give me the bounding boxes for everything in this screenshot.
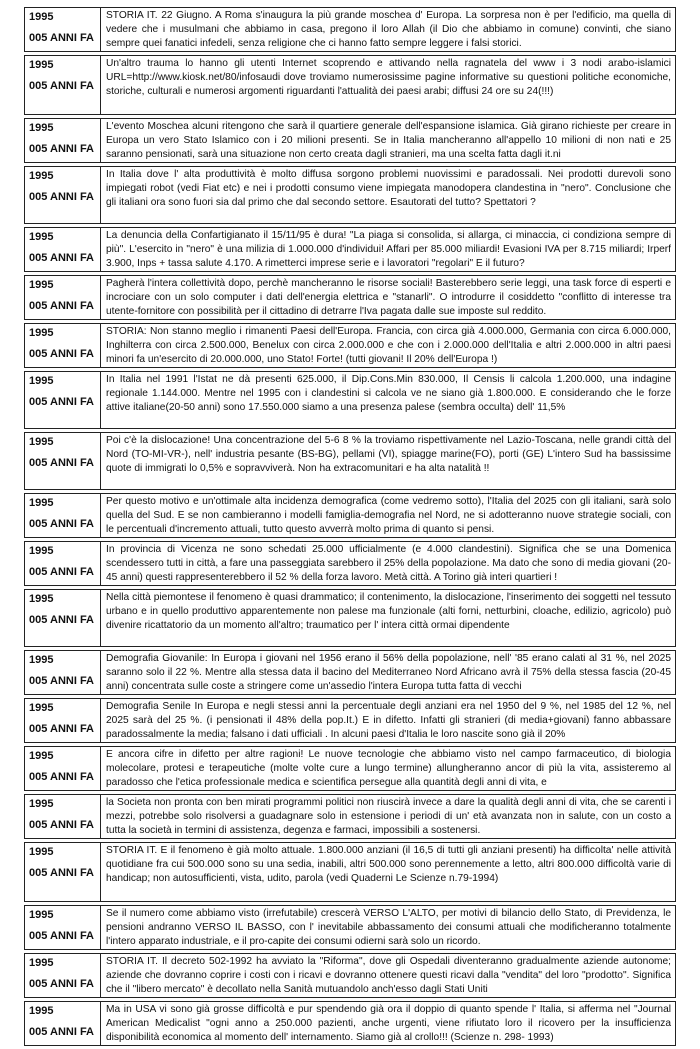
years-ago-label: 005 ANNI FA	[29, 300, 95, 312]
year-cell	[25, 954, 101, 997]
years-ago-label: 005 ANNI FA	[29, 191, 95, 203]
year-cell	[25, 542, 101, 585]
year-cell	[25, 651, 101, 694]
year-cell	[25, 56, 101, 114]
table-row	[24, 698, 676, 743]
years-ago-label: 005 ANNI FA	[29, 396, 95, 408]
entry-text: STORIA IT. Il decreto 502-1992 ha avviato la "Riforma", dove gli Ospedali diventeranno gradualmente aziende autonome; aziende che dovranno coprire i costi con i ricavi e dovranno ottenere questi ricavi dalla "vendita" del loro "prodotto". Significa che il "libero mercato" è decollato nella Sanità mutuandolo anch'esso dagli Stati Uniti	[106, 956, 671, 996]
timeline-table	[24, 7, 676, 1049]
table-row	[24, 493, 676, 538]
years-ago-label: 005 ANNI FA	[29, 675, 95, 687]
year-value: 1995	[29, 497, 54, 509]
years-ago-label: 005 ANNI FA	[29, 348, 95, 360]
year-cell	[25, 228, 101, 271]
entry-text: STORIA IT. E il fenomeno è già molto attuale. 1.800.000 anziani (il 16,5 di tutti gli anziani presenti) ha difficolta' nelle attività quotidiane fra cui 500.000 sono su una sedia, inabili, altri 500.000 sono perennemente a letto, altri 800.000 difficoltà varie di handicap; non autosufficienti, vista, udito, parola (vedi Quaderni Le Scienze n.79-1994)	[106, 845, 671, 885]
entry-text: In Italia dove l' alta produttività è molto diffusa sorgono problemi nuovissimi e paradossali. Nei prodotti durevoli sono impiegati robot (vedi Fiat etc) e nei i prodotti consumo viene impiegata manodopera clandestina in "nero". Conclusione che gli italiani ora sono fuori sia dal primo che dal secondo settore. Esautorati del tutto? Spettatori ?	[106, 169, 671, 209]
year-cell	[25, 433, 101, 489]
year-value: 1995	[29, 846, 54, 858]
entry-text: L'evento Moschea alcuni ritengono che sarà il quartiere generale dell'espansione islamica. Già girano richieste per creare in Europa un vero Stato Islamico con i 20 milioni presenti. Se in Italia mancheranno all'appello 10 milioni di non nati e 25 saranno pensionati, sarà una situazione non certo creata dagli stranieri, ma una scelta fatta dagli it.ni	[106, 121, 671, 161]
year-value: 1995	[29, 11, 54, 23]
table-row	[24, 227, 676, 272]
years-ago-label: 005 ANNI FA	[29, 1026, 95, 1038]
years-ago-label: 005 ANNI FA	[29, 457, 95, 469]
table-row	[24, 905, 676, 950]
year-value: 1995	[29, 170, 54, 182]
years-ago-label: 005 ANNI FA	[29, 819, 95, 831]
entry-text: Demografia Giovanile: In Europa i giovani nel 1956 erano il 56% della popolazione, nell' '85 erano calati al 31 %, nel 2025 saranno solo il 22 %. Mentre alla stessa data il bacino del Mediterraneo Nord Africano avrà il 75% della stessa fascia (20-45 anni) concentrata sulle coste a stringere come un'assedio l'intera Europa tutta fatta di vecchi	[106, 653, 671, 693]
year-cell	[25, 276, 101, 319]
year-value: 1995	[29, 909, 54, 921]
years-ago-label: 005 ANNI FA	[29, 80, 95, 92]
year-cell	[25, 8, 101, 51]
entry-text: Pagherà l'intera collettività dopo, perchè mancheranno le risorse sociali! Basterebbero serie leggi, una task force di esperti e incrociare con un solo computer i dati dell'energia elettrica e "stanarli". O introdurre il cosiddetto "conflitto di interesse tra utente-fornitore con possibilità per il cittadino di detrarre l'Iva pagata dalle sue imposte sul reddito.	[106, 278, 671, 318]
year-value: 1995	[29, 545, 54, 557]
entry-text: STORIA IT. 22 Giugno. A Roma s'inaugura la più grande moschea d' Europa. La sorpresa non è per l'edificio, ma quella di vedere che i musulmani che abbiamo in casa, pregono il loro Allah (il Dio che abbiamo in comune) convinti, che siano sempre quei fanatici infedeli, senza religione che ci hanno fatto sempre leggere i falsi storici.	[106, 10, 671, 50]
year-cell	[25, 119, 101, 162]
year-value: 1995	[29, 798, 54, 810]
year-cell	[25, 494, 101, 537]
table-row	[24, 7, 676, 52]
entry-text: E ancora cifre in difetto per altre ragioni! Le nuove tecnologie che abbiamo visto nel campo farmaceutico, di biologia molecolare, protesi e terapeutiche (molte volte cure a lungo termine) allungheranno ancor di più la vita, assisteremo al paradosso che l'etica professionale medica e scientifica persegue alla quantità degli anni di vita, e	[106, 749, 671, 789]
year-cell	[25, 372, 101, 428]
year-value: 1995	[29, 122, 54, 134]
entry-text: Se il numero come abbiamo visto (irrefutabile) crescerà VERSO L'ALTO, per motivi di bilancio dello Stato, di Previdenza, le pensioni andranno VERSO IL BASSO, con l' inevitabile abbassamento dei consumi attuali che modificheranno totalmente l'intero apparato industriale, e il pro-capite dei consumi odierni sarà solo un ricordo.	[106, 908, 671, 948]
year-value: 1995	[29, 231, 54, 243]
entry-text: Nella città piemontese il fenomeno è quasi drammatico; il contenimento, la dislocazione, l'inserimento dei soggetti nel tessuto urbano e in quello produttivo apparentemente non palese ma funzionale (alti forni, netturbini, cloache, edilizio, agricolo) può divenire ricattatorio da un momento all'altro; traumatico per l' intera città ormai dipendente	[106, 592, 671, 632]
years-ago-label: 005 ANNI FA	[29, 723, 95, 735]
years-ago-label: 005 ANNI FA	[29, 930, 95, 942]
entry-text: Per questo motivo e un'ottimale alta incidenza demografica (come vedremo sotto), l'Italia del 2025 con gli italiani, sarà solo quella del Sud. E se non cambieranno i modelli famiglia-demografia nel Nord, ne si adotteranno nuove strategie sociali, con le percentuali d'incremento attuali, tutto questo avverrà molto prima di quanto si pensi.	[106, 496, 671, 536]
years-ago-label: 005 ANNI FA	[29, 566, 95, 578]
table-row	[24, 794, 676, 839]
years-ago-label: 005 ANNI FA	[29, 771, 95, 783]
entry-text: Demografia Senile In Europa e negli stessi anni la percentuale degli anziani era nel 1950 del 9 %, nel 1985 del 12 %, nel 2025 sarà del 25 %. (i pensionati il 48% della pop.It.) E in difetto. Infatti gli stranieri (di media+giovani) fanno abbassare paradossalmente la media; falsano i dati ufficiali . In alcuni paesi d'Italia le loro nascite sono già il 20%	[106, 701, 671, 741]
table-row	[24, 275, 676, 320]
years-ago-label: 005 ANNI FA	[29, 518, 95, 530]
year-cell	[25, 1002, 101, 1045]
year-cell	[25, 906, 101, 949]
year-value: 1995	[29, 654, 54, 666]
years-ago-label: 005 ANNI FA	[29, 867, 95, 879]
table-row	[24, 323, 676, 368]
entry-text: Ma in USA vi sono già grosse difficoltà e pur spendendo già ora il doppio di quanto spende l' Italia, si afferma nel "Journal American Medicalist "ogni anno a 250.000 pazienti, anche urgenti, viene rifiutato loro il ricovero per la insufficienza disponibilità economica al momento dell' internamento. Siamo già al crollo!!! (Scienze n. 298- 1993)	[106, 1004, 671, 1044]
table-row	[24, 541, 676, 586]
table-row	[24, 118, 676, 163]
year-value: 1995	[29, 957, 54, 969]
entry-text: Poi c'è la dislocazione! Una concentrazione del 5-6 8 % la troviamo rispettivamente nel Lazio-Toscana, nelle grandi città del Nord (TO-MI-VR-), nell' industria pesante (BS-BG), pellami (VI), spiagge marine(FO), porti (GE) L'intero Sud ha bassissime quote di immigrati lo 0,5% e sopravviverà. Non ha extracomunitari e ha alta natalità !!	[106, 435, 671, 475]
year-cell	[25, 167, 101, 223]
table-row	[24, 953, 676, 998]
entry-text: In Italia nel 1991 l'Istat ne dà presenti 625.000, il Dip.Cons.Min 830.000, Il Censis li calcola 1.200.000, una indagine regionale 1.144.000. Mentre nel 1995 con i clandestini si calcola ve ne siano già 1.800.000. E considerando che le forze attive italiane(20-50 anni) sono 17.550.000 siamo a una presenza palese (sembra occulta) dell' 11,5%	[106, 374, 671, 414]
table-row	[24, 650, 676, 695]
entry-text: la Societa non pronta con ben mirati programmi politici non riuscirà invece a dare la qualità degli anni di vita, che se carenti i mezzi, potrebbe solo risolversi a guadagnare solo in estensione i periodi di un' età avanzata non in salute, con un costo a tutta la società in termini di assistenza, degenza e farmaci, impossibili a sostenersi.	[106, 797, 671, 837]
table-row	[24, 55, 676, 115]
table-row	[24, 166, 676, 224]
year-cell	[25, 324, 101, 367]
year-value: 1995	[29, 1005, 54, 1017]
years-ago-label: 005 ANNI FA	[29, 614, 95, 626]
entry-text: La denuncia della Confartigianato il 15/11/95 è dura! "La piaga si consolida, si allarga, ci minaccia, ci condiziona sempre di più". L'esercito in "nero" è una milizia di 1.000.000 d'individui! Affari per 85.000 miliardi! Evasioni IVA per 8.715 miliardi; Irperf 3.900, Inps + tassa salute 4.170. A rimetterci imprese serie e i lavoratori "regolari" E il futuro?	[106, 230, 671, 270]
year-cell	[25, 747, 101, 790]
year-value: 1995	[29, 327, 54, 339]
entry-text: STORIA: Non stanno meglio i rimanenti Paesi dell'Europa. Francia, con circa già 4.000.000, Germania con circa 6.000.000, Inghilterra con circa 2.500.000, Benelux con circa 2.000.000 e che con i 2.000.000 dell'Italia e altri 2.000.000 in altri paesi minori fa un'esercito di 20.000.000, uno Stato! Forte! (tutti giovani! Il 20% dell'Europa !)	[106, 326, 671, 366]
year-value: 1995	[29, 59, 54, 71]
year-value: 1995	[29, 750, 54, 762]
table-row	[24, 371, 676, 429]
table-row	[24, 842, 676, 902]
year-value: 1995	[29, 702, 54, 714]
year-value: 1995	[29, 436, 54, 448]
year-value: 1995	[29, 279, 54, 291]
year-cell	[25, 699, 101, 742]
years-ago-label: 005 ANNI FA	[29, 143, 95, 155]
entry-text: Un'altro trauma lo hanno gli utenti Internet scoprendo e attivando nella ragnatela del www i 3 nodi arabo-islamici URL=http://www.kiosk.net/80/infosaudi dove troviamo numerosissime pagine informative su questioni politiche economiche, storiche, culturali e numerosi argomenti riguardanti l'attualità dei paesi arabi; diffusi 24 ore su 24(!!!)	[106, 58, 671, 98]
entry-text: In provincia di Vicenza ne sono schedati 25.000 ufficialmente (e 4.000 clandestini). Significa che se una Domenica scendessero tutti in città, a fare una passeggiata sarebbero il 25% della popolazione. Ma dato che sono di media giovani (20-45 anni) questi rappresenterebbero il 52 % della forza lavoro. Metà città. A Torino già interi quartieri !	[106, 544, 671, 584]
year-cell	[25, 795, 101, 838]
year-cell	[25, 843, 101, 901]
years-ago-label: 005 ANNI FA	[29, 32, 95, 44]
table-row	[24, 1001, 676, 1046]
table-row	[24, 589, 676, 647]
table-row	[24, 746, 676, 791]
years-ago-label: 005 ANNI FA	[29, 978, 95, 990]
year-cell	[25, 590, 101, 646]
years-ago-label: 005 ANNI FA	[29, 252, 95, 264]
year-value: 1995	[29, 375, 54, 387]
table-row	[24, 432, 676, 490]
year-value: 1995	[29, 593, 54, 605]
